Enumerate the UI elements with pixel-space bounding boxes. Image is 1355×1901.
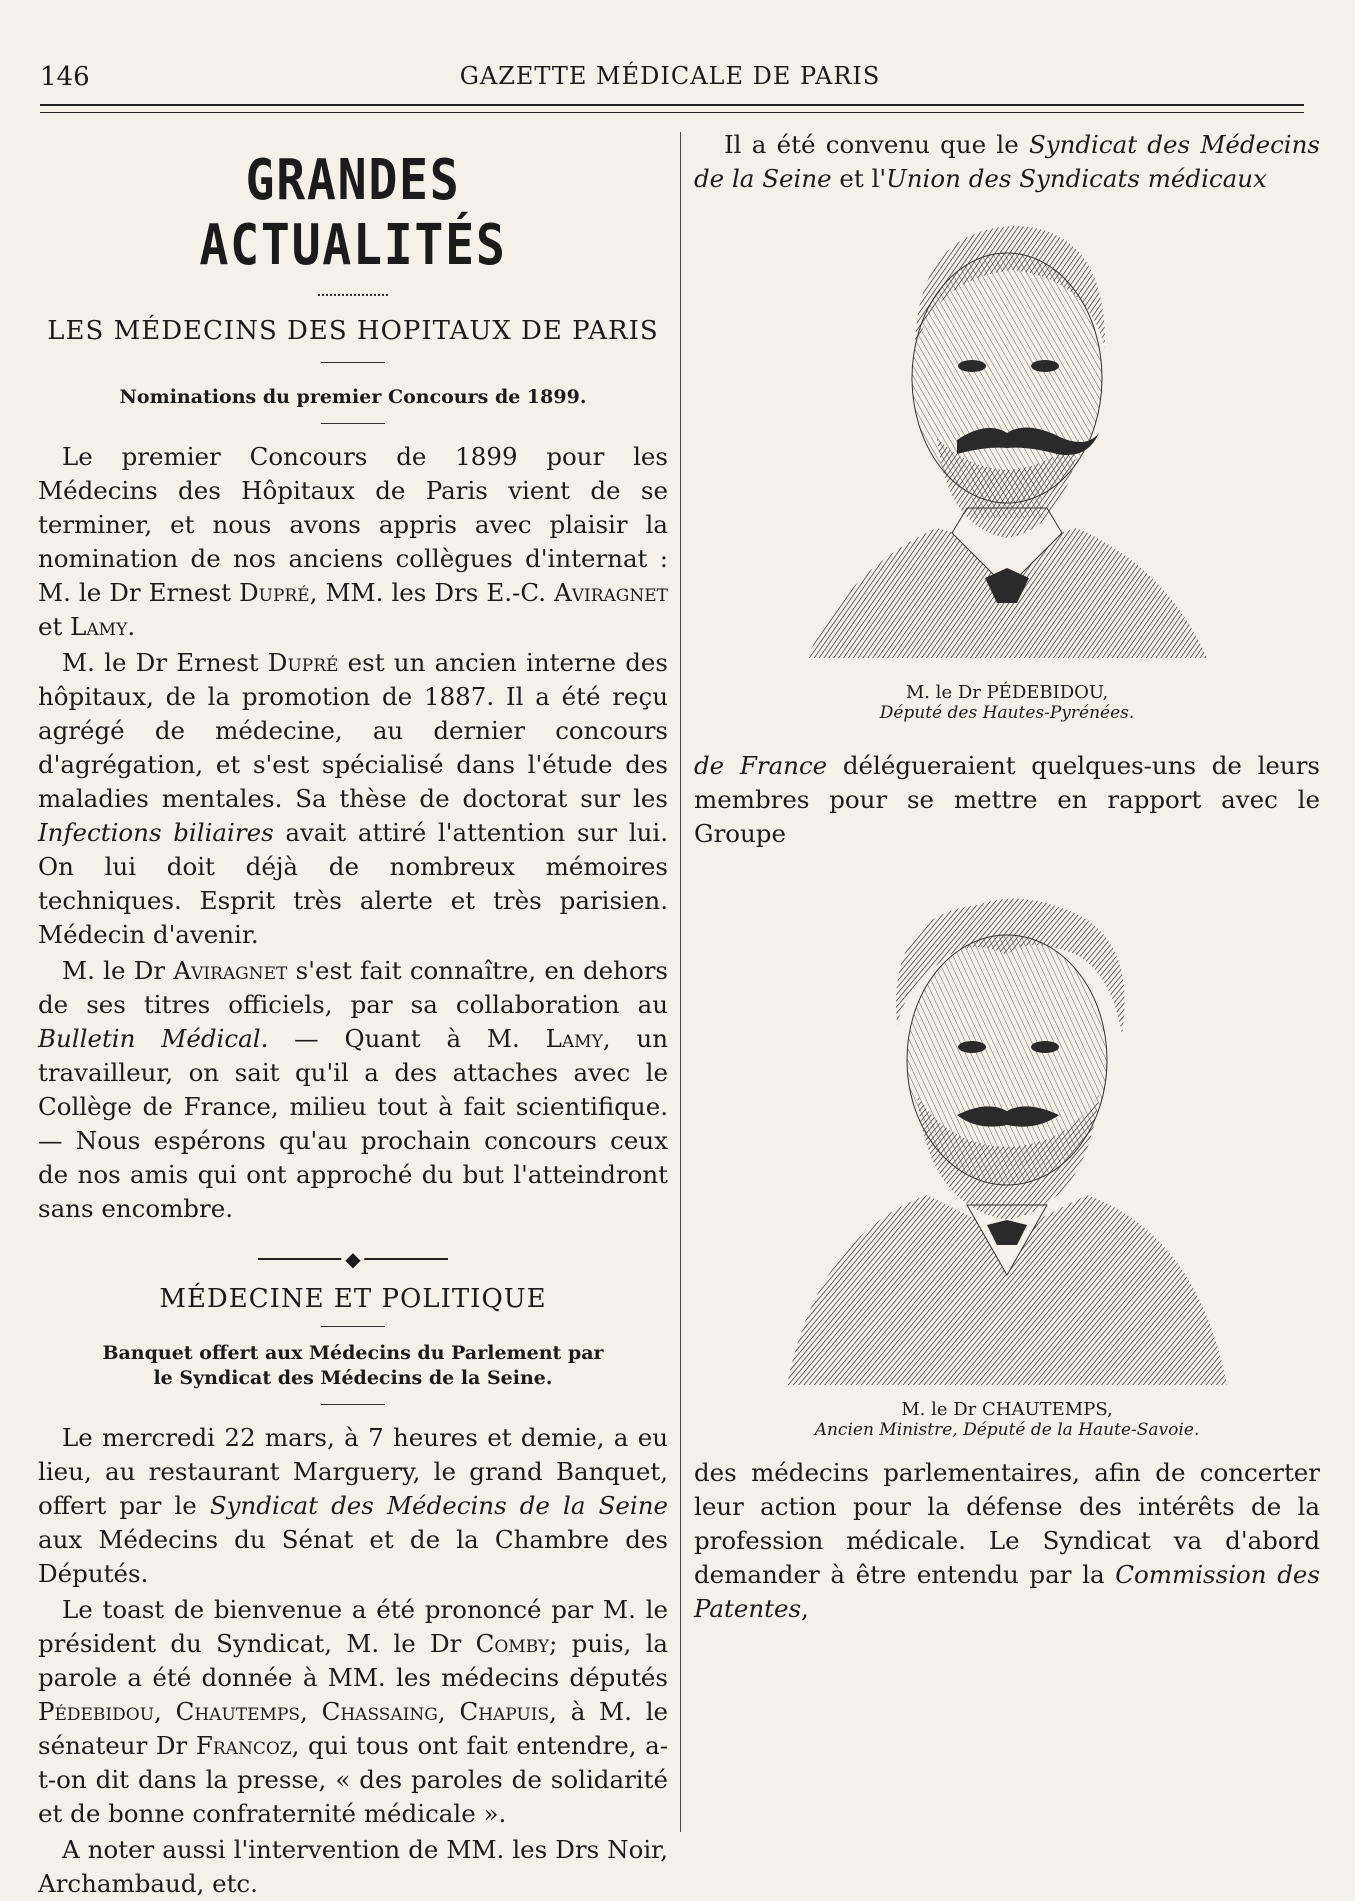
right-paragraph-2: de France délégueraient quelques-uns de leurs membres pour se mettre en rapport avec le Groupe bbox=[694, 751, 1320, 848]
page-number: 146 bbox=[40, 62, 90, 92]
section2-rule bbox=[321, 1326, 385, 1327]
right-paragraph-1: Il a été convenu que le Syndicat des Médecins de la Seine et l'Union des Syndicats médicaux bbox=[694, 130, 1320, 193]
right-paragraph-3: des médecins parlementaires, afin de concerter leur action pour la défense des intérêts de la profession médicale. Le Syndicat va d'abord demander à être entendu par la Commission des Patentes, bbox=[694, 1458, 1320, 1623]
section1-rule bbox=[321, 362, 385, 363]
section1-subtitle: Nominations du premier Concours de 1899. bbox=[119, 386, 587, 408]
journal-title: GAZETTE MÉDICALE DE PARIS bbox=[459, 62, 881, 90]
section2-paragraph-2: Le toast de bienvenue a été prononcé par M. le président du Syndicat, M. le Dr Comby; puis, la parole a été donnée à MM. les médecins députés Pédebidou, Chautemps, Chassaing, Chapuis, à M. le sénateur Dr Francoz, qui tous ont fait entendre, a-t-on dit dans la presse, « des paroles de solidarité et de bonne confraternité médicale ». bbox=[38, 1594, 669, 1828]
section1-paragraph-3: M. le Dr Aviragnet s'est fait connaître, en dehors de ses titres officiels, par sa collaboration au Bulletin Médical. — Quant à M. Lamy, un travailleur, on sait qu'il a des attaches avec le Collège de France, milieu tout à fait scientifique. — Nous espérons qu'au prochain concours ceux de nos amis qui ont approché du but l'atteindront sans encombre. bbox=[38, 956, 668, 1224]
portrait2-caption-role: Ancien Ministre, Député de la Haute-Savoie. bbox=[814, 1420, 1200, 1440]
section2-paragraph-3: A noter aussi l'intervention de MM. les Drs Noir, Archambaud, etc. bbox=[38, 1834, 668, 1898]
right-column bbox=[694, 128, 1320, 1848]
title-ornament bbox=[318, 294, 388, 296]
section1-paragraph-2: M. le Dr Ernest Dupré est un ancien interne des hôpitaux, de la promotion de 1887. Il a été reçu agrégé de médecine, au dernier concours d'agrégation, et s'est spécialisé dans l'étude des maladies mentales. Sa thèse de doctorat sur les Infections biliaires avait attiré l'attention sur lui. On lui doit déjà de nombreux mémoires techniques. Esprit très alerte et très parisien. Médecin d'avenir. bbox=[38, 648, 668, 950]
portrait1-caption-name: M. le Dr PÉDEBIDOU, bbox=[905, 682, 1109, 703]
column-divider bbox=[680, 132, 681, 1832]
engraving-chautemps bbox=[777, 875, 1237, 1395]
section1-title: LES MÉDECINS DES HOPITAUX DE PARIS bbox=[47, 316, 659, 346]
section2-subtitle: Banquet offert aux Médecins du Parlement par le Syndicat des Médecins de la Seine. bbox=[102, 1342, 604, 1389]
page-header bbox=[40, 62, 1300, 106]
portrait-chautemps bbox=[777, 875, 1237, 1440]
section2-paragraph-1: Le mercredi 22 mars, à 7 heures et demie, a eu lieu, au restaurant Marguery, le grand Banquet, offert par le Syndicat des Médecins de la Seine aux Médecins du Sénat et de la Chambre des Députés. bbox=[38, 1422, 668, 1588]
section2-subrule bbox=[321, 1404, 385, 1405]
main-title: GRANDES ACTUALITÉS bbox=[199, 148, 507, 278]
section1-subrule bbox=[321, 423, 385, 424]
section1-paragraph-1: Le premier Concours de 1899 pour les Médecins des Hôpitaux de Paris vient de se terminer, et nous avons appris avec plaisir la nomination de nos anciens collègues d'internat : M. le Dr Ernest Dupré, MM. les Drs E.-C. Aviragnet et Lamy. bbox=[38, 442, 668, 642]
section-divider-ornament: ◆ bbox=[38, 1244, 668, 1274]
portrait1-caption-role: Député des Hautes-Pyrénées. bbox=[879, 703, 1135, 723]
left-column bbox=[38, 128, 669, 1898]
section2-title: MÉDECINE ET POLITIQUE bbox=[159, 1284, 547, 1315]
portrait2-caption-name: M. le Dr CHAUTEMPS, bbox=[901, 1399, 1113, 1420]
engraving-pedebidou bbox=[787, 208, 1227, 678]
header-rule bbox=[40, 104, 1304, 113]
portrait-pedebidou bbox=[787, 208, 1227, 723]
